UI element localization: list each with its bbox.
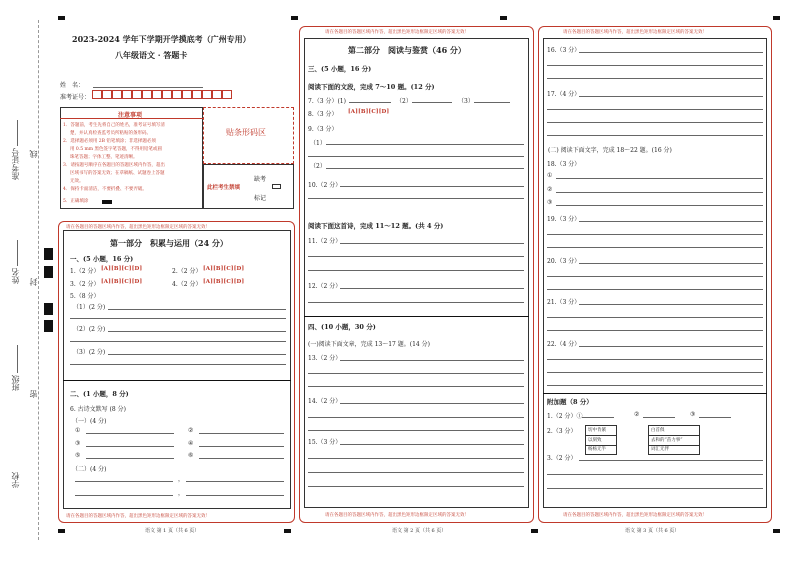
notice-item: 5．正确填涂	[63, 199, 89, 204]
exam-title: 2023-2024 学年下学期开学摸底考（广州专用）	[72, 34, 251, 44]
binding-line	[38, 20, 39, 540]
notice-item: 区域书写的答案无效；在草稿纸、试题卷上答题	[70, 171, 165, 176]
blank-number: ③	[690, 411, 696, 418]
notice-item: 珠笔答题；字体工整、笔迹清晰。	[70, 155, 138, 160]
panel-notice: 请在各题目的答题区域内作答，超出黑色矩形边框限定区域的答案无效！	[66, 514, 210, 519]
answer-line[interactable]	[70, 318, 286, 319]
choice-q-number: 2.（2 分）	[172, 268, 202, 275]
notice-item: 4．保持卡面清洁，不要折叠、不要弄破。	[63, 187, 147, 192]
section-title: 第二部分 阅读与鉴赏（46 分）	[348, 45, 466, 55]
question-label: 6. 古诗文默写 (8 分)	[70, 406, 126, 413]
question-label: （1）(2 分)	[73, 304, 106, 311]
registration-mark	[531, 529, 538, 533]
registration-mark	[500, 16, 507, 20]
panel-notice: 请在各题目的答题区域内作答，超出黑色矩形边框限定区域的答案无效！	[563, 513, 707, 518]
notice-title: 注意事项	[118, 112, 143, 119]
section-title: 第一部分 积累与运用（24 分）	[110, 238, 228, 248]
registration-mark	[291, 16, 298, 20]
question-label: 12.（2 分）	[308, 283, 342, 290]
answer-line[interactable]	[340, 243, 524, 244]
answer-line[interactable]	[579, 52, 763, 53]
answer-line[interactable]	[556, 178, 763, 179]
answer-line[interactable]	[579, 304, 763, 305]
blank-number: ②	[547, 186, 553, 193]
answer-line[interactable]	[547, 385, 763, 386]
answer-line[interactable]	[579, 221, 763, 222]
reading-instruction: 阅读下面这首诗，完成 11～12 题。(共 4 分)	[308, 222, 444, 230]
question-label: 17.（4 分）	[547, 91, 581, 98]
panel-notice: 请在各题目的答题区域内作答，超出黑色矩形边框限定区域的答案无效！	[325, 513, 469, 518]
answer-line[interactable]	[547, 109, 763, 110]
binding-class-label: 班级	[11, 375, 20, 391]
timing-mark	[44, 266, 53, 278]
choice-q-number: 4.（2 分）	[172, 281, 202, 288]
answer-line[interactable]	[186, 495, 284, 496]
reading-instruction: 阅读下面的文段，完成 7～10 题。(12 分)	[308, 83, 435, 91]
absent-restriction: 此栏考生禁填	[207, 185, 241, 191]
answer-line[interactable]	[70, 364, 286, 365]
question-label: 1.（2 分）①	[547, 413, 583, 420]
answer-line[interactable]	[308, 270, 524, 271]
fill-sample-mark	[102, 200, 112, 204]
timing-mark	[44, 248, 53, 260]
page-footer: 语文 第 3 页（共 6 页）	[625, 528, 680, 534]
question-label: 9.（3 分）	[308, 126, 338, 133]
answer-line[interactable]	[340, 444, 524, 445]
binding-name-label: 姓名	[11, 268, 20, 284]
binding-school-label: 学校	[11, 472, 20, 488]
question-label: 14.（2 分）	[308, 398, 342, 405]
timing-mark	[44, 303, 53, 315]
answer-line[interactable]	[308, 198, 524, 199]
question-label: 22.（4 分）	[547, 341, 581, 348]
answer-line[interactable]	[547, 247, 763, 248]
absent-checkbox[interactable]	[272, 184, 281, 189]
answer-line[interactable]	[547, 234, 763, 235]
matching-item: 去和的“苗力事”	[649, 436, 699, 446]
answer-line[interactable]	[547, 359, 763, 360]
answer-line[interactable]	[108, 354, 286, 355]
notice-item: 3．请按题号顺序在各题目的答题区域内作答，超出	[63, 163, 165, 168]
timing-mark	[44, 320, 53, 332]
question-label: （3）(2 分)	[73, 349, 106, 356]
registration-mark	[58, 16, 65, 20]
choice-q-number: 1.（2 分）	[70, 268, 100, 275]
blank-number: ③	[75, 440, 81, 447]
question-label: 2.（3 分）	[547, 428, 577, 435]
answer-line[interactable]	[340, 186, 524, 187]
answer-line[interactable]	[86, 458, 174, 459]
notice-item: 楚，并认真检查监考员所粘贴的条形码。	[70, 131, 151, 136]
question-label: （二）(4 分)	[72, 466, 107, 473]
registration-mark	[773, 16, 780, 20]
reading-instruction: (一)阅读下面文章，完成 13～17 题。(14 分)	[308, 341, 430, 348]
matching-item: 杨杨无半	[588, 447, 606, 452]
answer-line[interactable]	[108, 331, 286, 332]
answer-line[interactable]	[186, 481, 284, 482]
question-label: 18.（3 分）	[547, 161, 581, 168]
blank-number: ②	[188, 427, 194, 434]
question-label: 15.（3 分）	[308, 439, 342, 446]
absent-label-bottom: 标记	[254, 195, 267, 202]
question-label: 10.（2 分）	[308, 182, 342, 189]
notice-item: 1．答题前，考生先将自己的姓名，准考证号填写清	[63, 123, 165, 128]
answer-line[interactable]	[326, 168, 524, 169]
reading-instruction: (二) 阅读下面文字，完成 18～22 题。(16 分)	[548, 147, 672, 154]
blank-number: ⑥	[188, 452, 194, 459]
question-group: 四、(10 小题，30 分)	[308, 323, 376, 331]
answer-line[interactable]	[308, 430, 524, 431]
binding-id-label: 准考证号	[11, 148, 20, 180]
question-label: 7.（3 分）(1)	[308, 98, 346, 105]
matching-left-column	[585, 425, 617, 455]
notice-item: 无效。	[70, 179, 84, 184]
answer-line[interactable]	[199, 458, 284, 459]
answer-line[interactable]	[699, 417, 731, 418]
answer-line[interactable]	[547, 122, 763, 123]
absent-label-top: 缺考	[254, 176, 267, 183]
name-field[interactable]	[93, 87, 203, 88]
answer-line[interactable]	[75, 495, 173, 496]
answer-line[interactable]	[579, 263, 763, 264]
answer-line[interactable]	[547, 135, 763, 136]
name-label: 姓 名：	[60, 82, 85, 89]
answer-line[interactable]	[349, 102, 391, 103]
id-input-grid[interactable]	[92, 90, 232, 100]
answer-line[interactable]	[556, 205, 763, 206]
binding-blank-name	[17, 240, 18, 266]
section-divider	[304, 316, 529, 317]
choice-options[interactable]: [A][B][C][D]	[101, 279, 143, 285]
question-label: 8.（3 分）	[308, 111, 338, 118]
blank-number: ⑤	[75, 452, 81, 459]
panel-notice: 请在各题目的答题区域内作答，超出黑色矩形边框限定区域的答案无效！	[325, 30, 469, 35]
question-label: （一）(4 分)	[72, 418, 107, 425]
answer-line[interactable]	[308, 386, 524, 387]
choice-q-number: 3.（2 分）	[70, 281, 100, 288]
matching-right-column	[648, 425, 700, 455]
answer-line[interactable]	[547, 289, 763, 290]
binding-dense-label: 密	[29, 390, 38, 398]
answer-line[interactable]	[474, 102, 510, 103]
answer-line[interactable]	[547, 317, 763, 318]
answer-line[interactable]	[556, 192, 763, 193]
blank-number: ②	[634, 411, 640, 418]
registration-mark	[773, 529, 780, 533]
choice-options[interactable]: [A][B][C][D]	[101, 266, 143, 272]
answer-line[interactable]	[547, 372, 763, 373]
registration-mark	[284, 529, 291, 533]
section-divider	[63, 380, 291, 381]
answer-line[interactable]	[308, 302, 524, 303]
answer-line[interactable]	[643, 417, 675, 418]
answer-line[interactable]	[340, 288, 524, 289]
answer-line[interactable]	[547, 65, 763, 66]
section-divider	[543, 393, 767, 394]
question-label: 21.（3 分）	[547, 299, 581, 306]
binding-line-label: 线	[29, 150, 38, 158]
question-label: （2）(2 分)	[73, 326, 106, 333]
matching-item: 切中肯綮	[586, 426, 616, 436]
answer-line[interactable]	[326, 144, 524, 145]
question-label: （2）	[310, 163, 326, 170]
answer-line[interactable]	[579, 96, 763, 97]
answer-line[interactable]	[308, 472, 524, 473]
answer-line[interactable]	[70, 341, 286, 342]
blank-number: ③	[547, 199, 553, 206]
answer-line[interactable]	[75, 481, 173, 482]
comma: ，	[178, 476, 185, 483]
blank-number: ④	[188, 440, 194, 447]
answer-line[interactable]	[308, 156, 524, 157]
question-group: 二、(1 小题，8 分)	[70, 390, 129, 398]
answer-line[interactable]	[199, 433, 284, 434]
answer-line[interactable]	[308, 373, 524, 374]
blank-number: ①	[547, 172, 553, 179]
answer-line[interactable]	[547, 330, 763, 331]
binding-blank-id	[17, 120, 18, 146]
blank-number: ①	[75, 427, 81, 434]
question-group: 一、(5 小题，16 分)	[70, 255, 134, 263]
panel-notice: 请在各题目的答题区域内作答，超出黑色矩形边框限定区域的答案无效！	[66, 225, 210, 230]
comma: ，	[178, 490, 185, 497]
binding-blank-class	[17, 345, 18, 373]
choice-options[interactable]: [A][B][C][D]	[203, 266, 245, 272]
answer-line[interactable]	[547, 474, 763, 475]
question-group: 三、(5 小题，16 分)	[308, 65, 372, 73]
question-label: 11.（2 分）	[308, 238, 342, 245]
panel-notice: 请在各题目的答题区域内作答，超出黑色矩形边框限定区域的答案无效！	[563, 30, 707, 35]
registration-mark	[58, 529, 65, 533]
answer-line[interactable]	[308, 417, 524, 418]
binding-seal-label: 封	[29, 278, 38, 286]
question-label: （3）	[458, 98, 474, 105]
notice-item: 2．选择题必须用 2B 铅笔填涂；非选择题必须	[63, 139, 156, 144]
matching-item: 词汇无伴	[651, 447, 669, 452]
matching-item: 以刻致	[586, 436, 616, 446]
barcode-area-label: 贴条形码区	[226, 128, 266, 137]
answer-line[interactable]	[412, 102, 452, 103]
answer-line[interactable]	[340, 403, 524, 404]
answer-line[interactable]	[308, 256, 524, 257]
answer-line[interactable]	[308, 458, 524, 459]
exam-subtitle: 八年级语文 · 答题卡	[115, 50, 188, 60]
question-label: 3.（2 分）	[547, 455, 577, 462]
choice-options[interactable]: [A][B][C][D]	[203, 279, 245, 285]
page-footer: 语文 第 2 页（共 6 页）	[392, 528, 447, 534]
question-label: 20.（3 分）	[547, 258, 581, 265]
answer-line[interactable]	[340, 360, 524, 361]
answer-line[interactable]	[582, 417, 614, 418]
question-label: 5.（8 分）	[70, 293, 100, 300]
answer-line[interactable]	[199, 446, 284, 447]
id-label: 准考证号：	[60, 94, 91, 101]
page-footer: 语文 第 1 页（共 6 页）	[145, 528, 200, 534]
question-label: 19.（3 分）	[547, 216, 581, 223]
answer-line[interactable]	[308, 486, 524, 487]
answer-line[interactable]	[579, 346, 763, 347]
matching-item: 白首俱	[649, 426, 699, 436]
choice-options[interactable]: [A][B][C][D]	[348, 109, 390, 115]
answer-line[interactable]	[86, 446, 174, 447]
answer-line[interactable]	[547, 276, 763, 277]
answer-line[interactable]	[547, 488, 763, 489]
notice-item: 用 0.5 mm 黑色签字笔答题，不得用铅笔或圆	[70, 147, 162, 152]
answer-line[interactable]	[547, 78, 763, 79]
notice-divider	[60, 118, 203, 119]
answer-line[interactable]	[108, 309, 286, 310]
question-label: 16.（3 分）	[547, 47, 581, 54]
bonus-title: 附加题（8 分）	[547, 398, 593, 406]
answer-line[interactable]	[579, 460, 763, 461]
question-label: 13.（2 分）	[308, 355, 342, 362]
question-label: （1）	[310, 140, 326, 147]
answer-line[interactable]	[86, 433, 174, 434]
question-label: （2）	[396, 98, 412, 105]
